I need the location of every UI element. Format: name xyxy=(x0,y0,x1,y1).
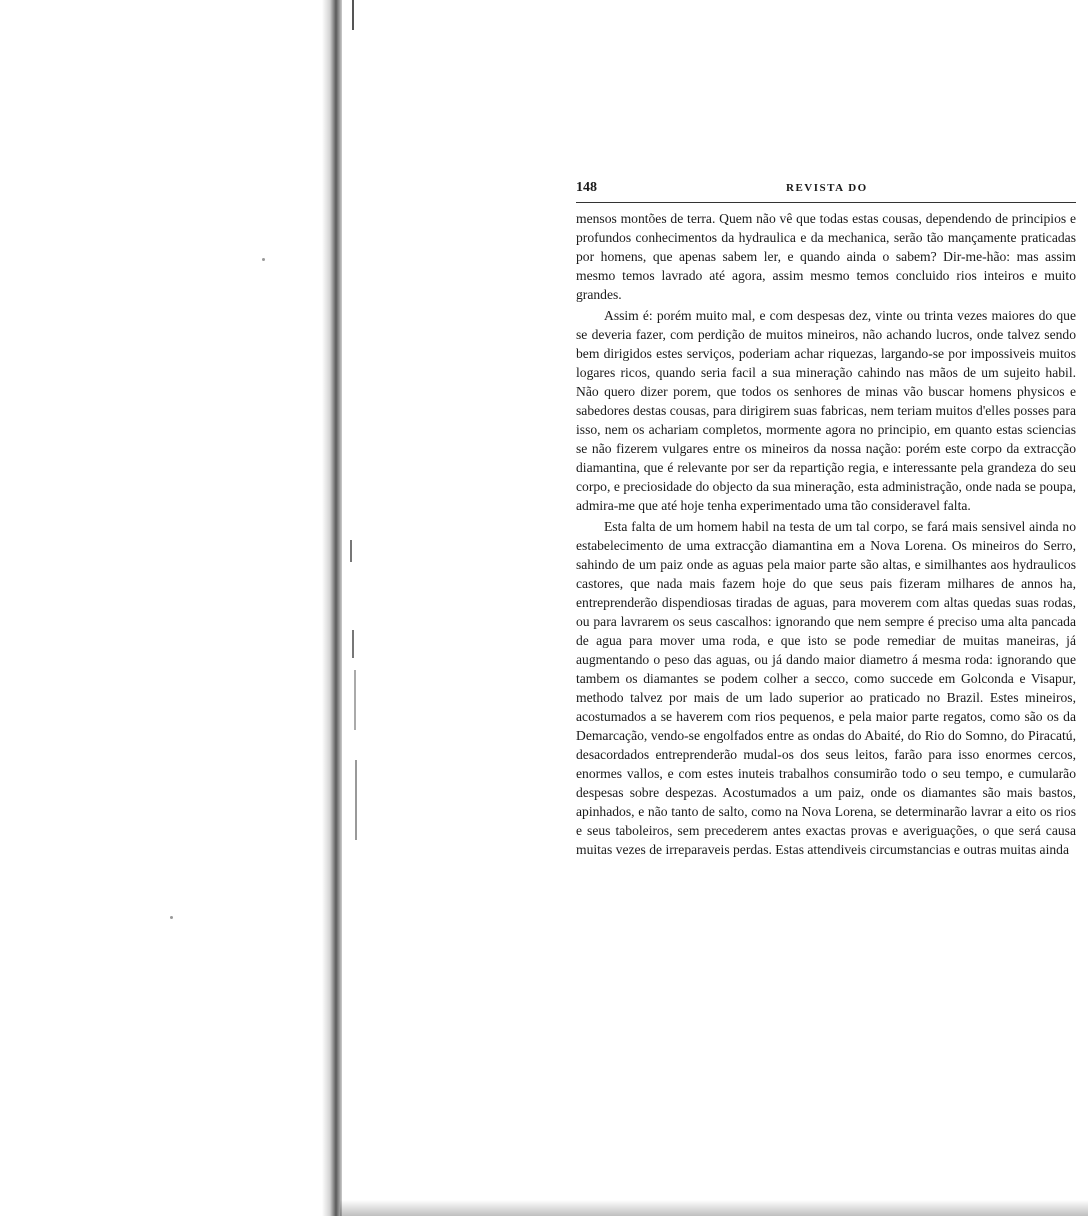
page-bottom-edge xyxy=(340,1200,1088,1216)
header-rule xyxy=(576,202,1076,203)
book-page xyxy=(576,178,1076,859)
running-head xyxy=(576,178,1076,200)
running-title: REVISTA DO xyxy=(786,182,868,194)
paragraph: Esta falta de um homem habil na testa de um tal corpo, se fará mais sensivel ainda no estabelecimento de uma extracção diamantina em a Nova Lorena. Os mineiros do Serro, sahindo de um paiz onde as aguas pela maior parte são altas, e similhantes aos hydraulicos castores, que nada mais fazem hoje do que seus pais fizeram milhares de annos ha, entreprenderão dispendiosas tiradas de aguas, para moverem com altas quedas suas rodas, ou para lavrarem os seus cascalhos: ignorando que nem sempre é preciso uma alta pancada de agua para mover uma roda, e que isto se pode remediar de muitas maneiras, já augmentando o peso das aguas, ou já dando maior diametro á mesma roda: ignorando que tambem os diamantes se podem colher a secco, como succede em Golconda e Visapur, methodo talvez por mais de um lado superior ao praticado no Brazil. Estes mineiros, acostumados a se haverem com rios pequenos, e pela maior parte regatos, como são os da Demarcação, vendo-se engolfados entre as ondas do Abaité, do Rio do Somno, do Piracatú, desacordados entreprenderão mudal-os dos seus leitos, farão para isso enormes cercos, enormes vallos, e com estes inuteis trabalhos consumirão todo o seu tempo, e cumularão despesas sobre despezas. Acostumados a um paiz, onde os diamantes são mais bastos, apinhados, e não tanto de salto, como na Nova Lorena, se determinarão lavrar a eito os rios e seus taboleiros, sem precederem antes exactas provas e averiguações, o que será causa muitas vezes de irreparaveis perdas. Estas attendiveis circumstancias e outras muitas ainda xyxy=(576,519,1076,857)
paragraph: Assim é: porém muito mal, e com despesas dez, vinte ou trinta vezes maiores do que se deveria fazer, com perdição de muitos mineiros, não achando lucros, onde talvez sendo bem dirigidos estes serviços, poderiam achar riquezas, largando-se por impossiveis muitos logares ricos, quando seria facil a sua mineração cahindo nas mãos de um sujeito habil. Não quero dizer porem, que todos os senhores de minas vão buscar homens physicos e sabedores destas cousas, para dirigirem suas fabricas, nem teriam muitos d'elles posses para isso, nem os achariam completos, mormente agora no principio, em quanto estas sciencias se não fizerem vulgares entre os mineiros da nossa nação: porém este corpo da extracção diamantina, que é relevante por ser da repartição regia, e interessante pela grandeza do seu corpo, e preciosidade do objecto da sua mineração, esta administração, onde nada se poupa, admira-me que até hoje tenha experimentado uma tão consideravel falta. xyxy=(576,308,1076,513)
gutter-mark xyxy=(352,0,354,30)
scan-speck xyxy=(262,258,265,261)
paragraph: mensos montões de terra. Quem não vê que todas estas cousas, dependendo de principios e profundos conhecimentos da hydraulica e da mechanica, serão tão mançamente praticadas por homens, que apenas sabem ler, e quando ainda o sabem? Dir-me-hão: mas assim mesmo temos lavrado até agora, assim mesmo temos concluido rios inteiros e muito grandes. xyxy=(576,211,1076,302)
gutter-specks xyxy=(340,530,360,860)
book-gutter-shadow xyxy=(322,0,342,1216)
page-number: 148 xyxy=(576,180,597,195)
scan-speck xyxy=(170,916,173,919)
